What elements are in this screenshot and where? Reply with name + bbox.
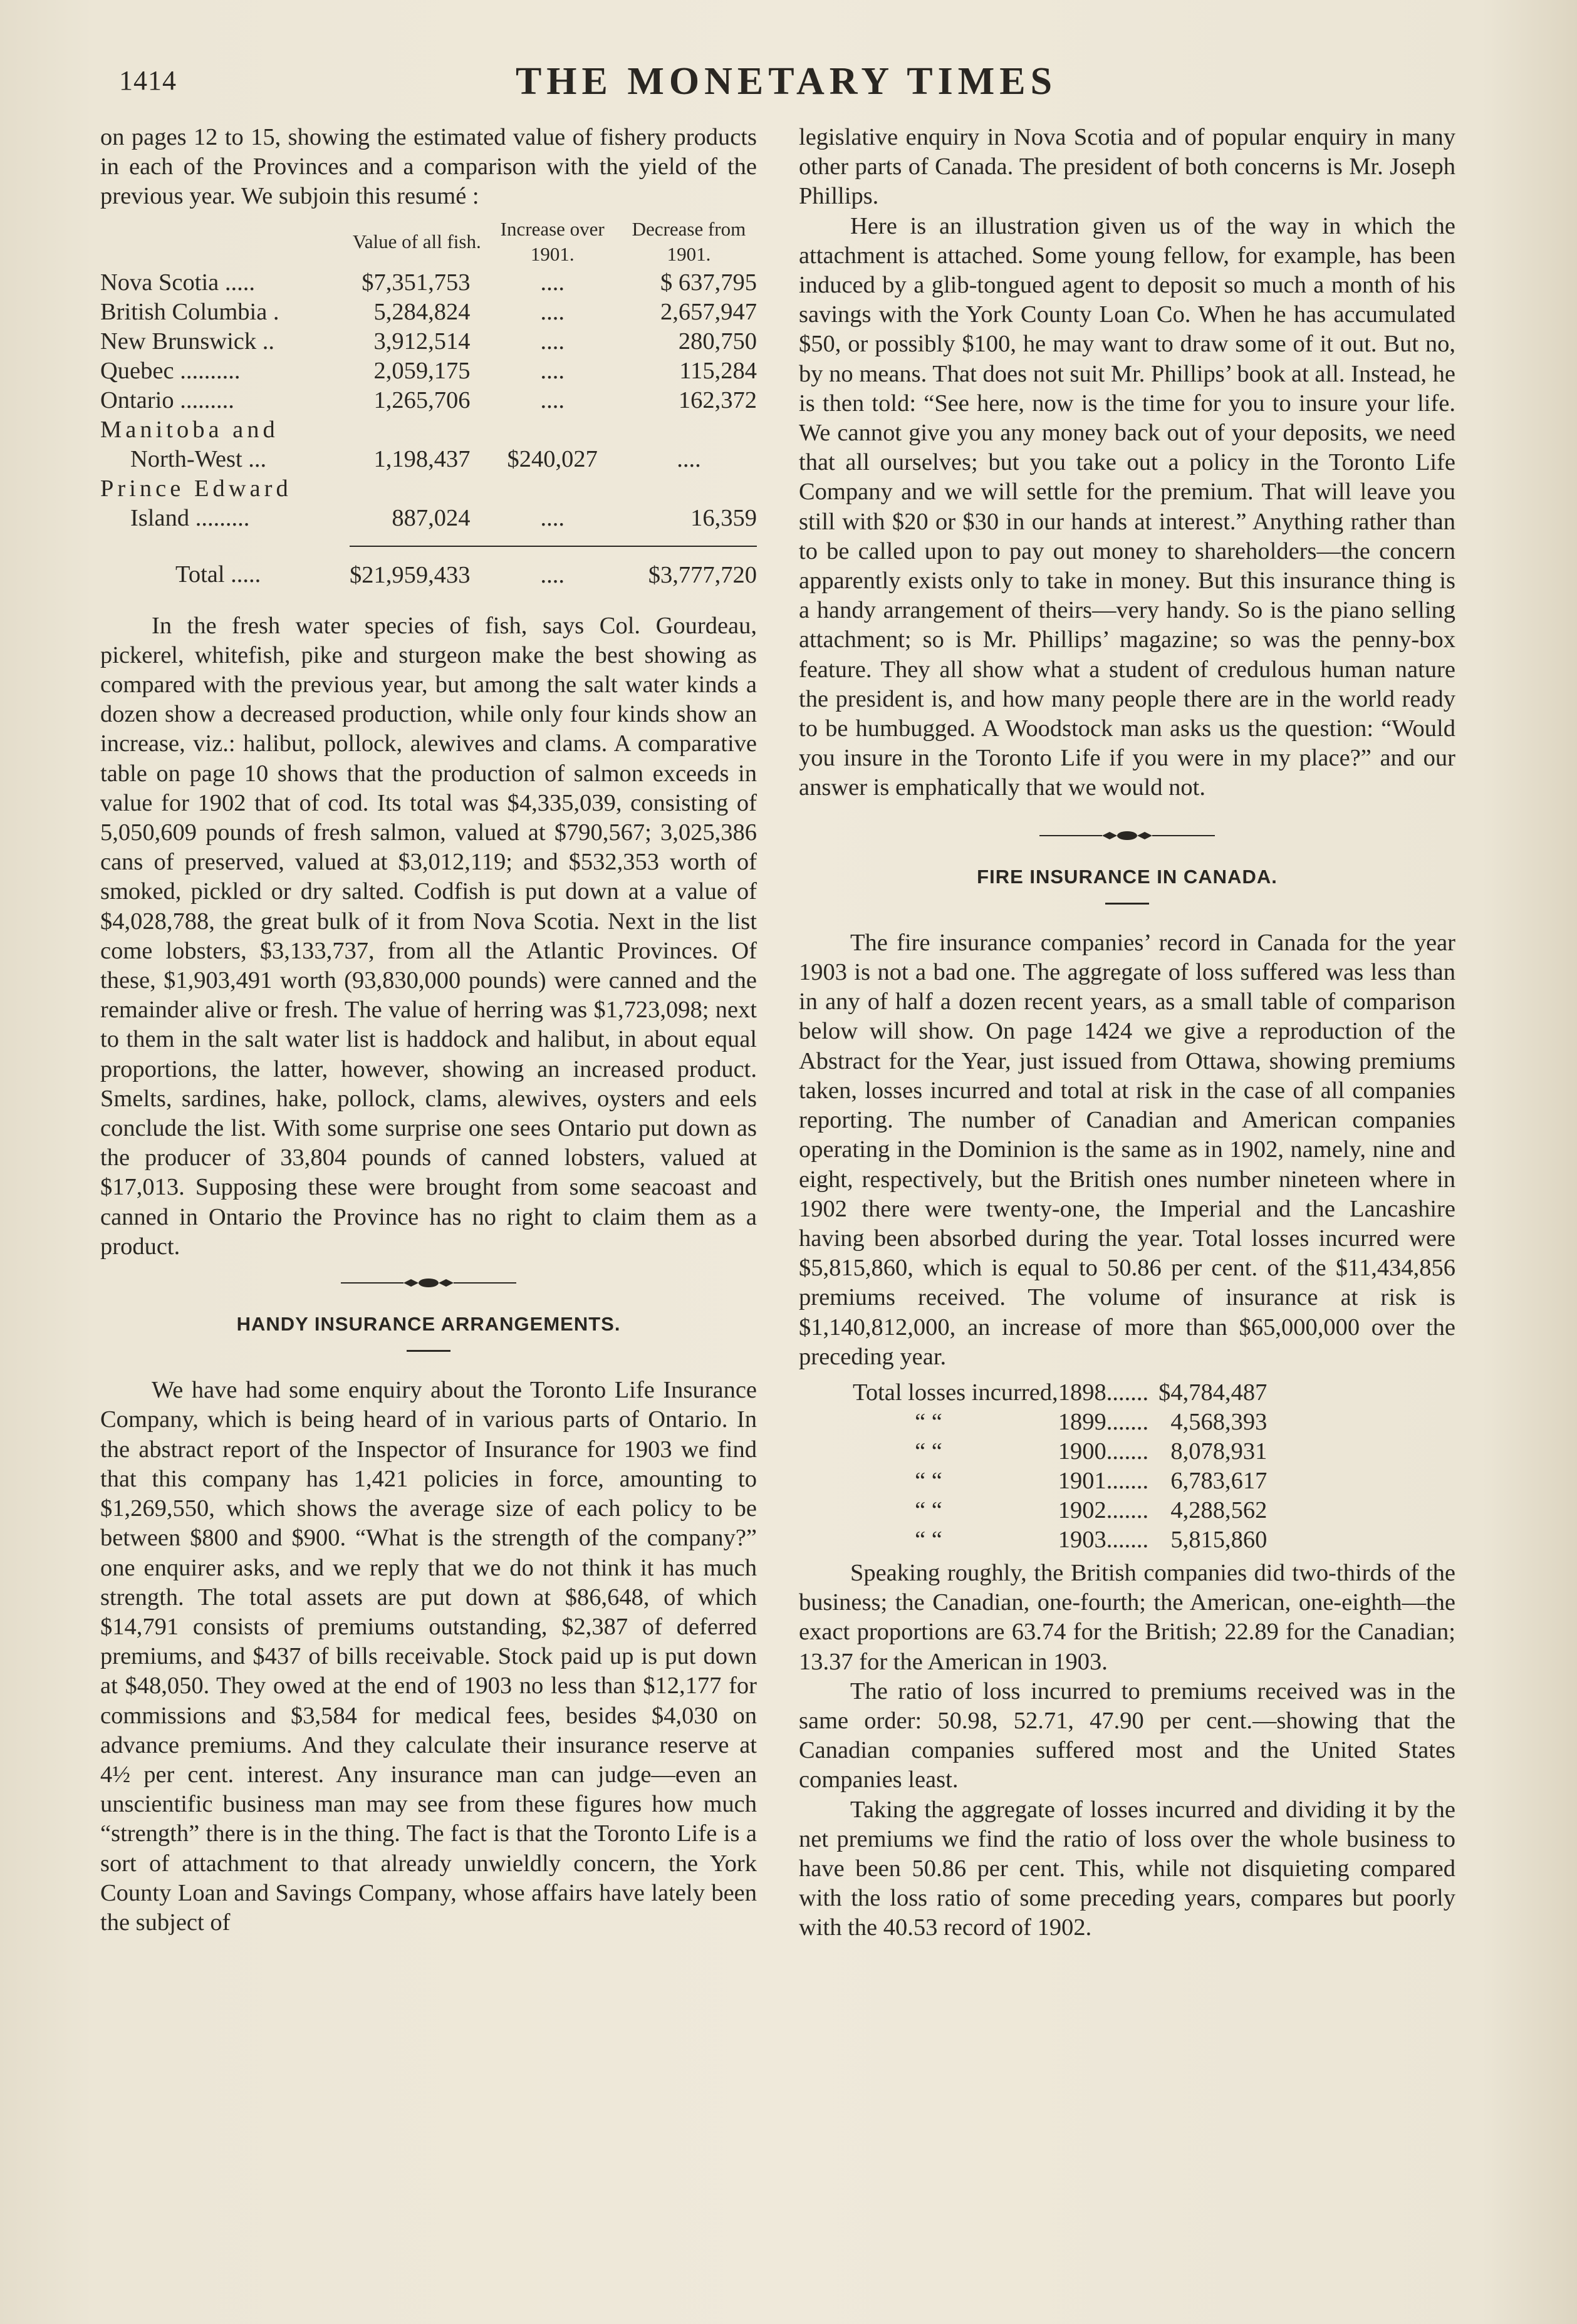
decrease-cell: $ 637,795 xyxy=(660,269,757,296)
section-divider-ornament xyxy=(1039,828,1215,843)
table-row xyxy=(853,1378,1267,1408)
table-row xyxy=(100,504,757,533)
increase-cell: .... xyxy=(540,504,565,531)
year-cell: 1902 xyxy=(1058,1497,1106,1523)
total-increase: .... xyxy=(540,561,565,588)
table-row xyxy=(100,445,757,474)
decrease-cell xyxy=(621,474,757,504)
speaking-roughly-paragraph: Speaking roughly, the British companies did two-thirds of the business; the Canadian, one-fourth; the American, one-eighth—the exact proportions are 63.74 for the British; 22.89 for the Canadian; 13.37 for the American in 1903. xyxy=(799,1559,1455,1675)
table-header-increase: Increase over 1901. xyxy=(500,217,605,265)
journal-title: THE MONETARY TIMES xyxy=(515,60,1058,103)
table-row xyxy=(100,356,757,386)
increase-cell xyxy=(484,474,621,504)
continuation-paragraph: legislative enquiry in Nova Scotia and of popular enquiry in many other parts of Canada. The president of both concerns is Mr. Joseph Phillips. xyxy=(799,124,1455,210)
province-cell: Manitoba and xyxy=(100,416,279,443)
value-cell xyxy=(350,415,484,445)
year-cell: 1903 xyxy=(1058,1526,1106,1553)
ditto-mark: “ “ xyxy=(915,1497,942,1523)
province-cell: British Columbia . xyxy=(100,298,279,325)
total-value: $21,959,433 xyxy=(350,561,471,588)
province-cell: North-West ... xyxy=(130,445,267,472)
province-cell: Nova Scotia ..... xyxy=(100,269,255,296)
right-column xyxy=(799,123,1455,1943)
fresh-water-paragraph: In the fresh water species of fish, says Col. Gourdeau, pickerel, whitefish, pike and sturgeon make the best showing as compared with the previous year, but among the salt water kinds a dozen show a decreased production, while only four kinds show an increase, viz.: halibut, pollock, alewives and clams. A comparative table on page 10 shows that the production of salmon exceeds in value for 1902 that of cod. Its total was $4,335,039, consisting of 5,050,609 pounds of fresh salmon, valued at $790,567; 3,025,386 cans of preserved, valued at $3,012,119; and $532,353 worth of smoked, pickled or dry salted. Codfish is put down at a value of $4,028,788, the great bulk of it from Nova Scotia. Next in the list come lobsters, $3,133,737, from all the Atlantic Provinces. Of these, $1,903,491 worth (93,830,000 pounds) were canned and the remainder alive or fresh. The value of herring was $1,723,098; next to them in the salt water list is haddock and halibut, in about equal proportions, the latter, however, showing an increased product. Smelts, sardines, hake, pollock, clams, alewives, oysters and eels conclude the list. With some surprise one sees Ontario put down as the producer of 33,804 pounds of canned lobsters, valued at $17,013. Supposing these were brought from some seacoast and canned in Ontario the Province has no right to claim them as a product. xyxy=(100,612,757,1260)
table-row xyxy=(853,1437,1267,1466)
dots-cell: ....... xyxy=(1106,1438,1149,1465)
ditto-mark: “ “ xyxy=(915,1438,942,1465)
province-cell: Ontario ......... xyxy=(100,386,234,413)
table-header-decrease: Decrease from 1901. xyxy=(632,217,746,265)
decrease-cell: .... xyxy=(677,445,701,472)
table-row xyxy=(100,386,757,415)
amount-cell: $4,784,487 xyxy=(1158,1379,1267,1406)
ditto-mark: “ “ xyxy=(915,1467,942,1494)
section-divider-ornament xyxy=(341,1275,516,1290)
table-row xyxy=(853,1496,1267,1525)
decrease-cell: 162,372 xyxy=(678,386,757,413)
value-cell: $7,351,753 xyxy=(362,269,471,296)
fire-insurance-paragraph: The fire insurance companies’ record in Canada for the year 1903 is not a bad one. The aggregate of loss suffered was less than in any of half a dozen recent years, as a small table of comparison below will show. On page 1424 we give a reproduction of the Abstract for the Year, just issued from Ottawa, showing premiums taken, losses incurred and total at risk in the case of all companies reporting. The number of Canadian and American companies operating in the Dominion is the same as in 1902, namely, nine and eight, respectively, but the British ones number nineteen where in 1902 there were twenty-one, the Imperial and the Lancashire having been absorbed during the year. Total losses incurred were $5,815,860, which is equal to 50.86 per cent. of the $11,434,856 premiums received. The volume of insurance at risk is $1,140,812,000, an increase of more than $65,000,000 over the preceding year. xyxy=(799,929,1455,1370)
dots-cell: ....... xyxy=(1106,1526,1149,1553)
aggregate-paragraph: Taking the aggregate of losses incurred and dividing it by the net premiums we find the ratio of loss over the whole business to have been 50.86 per cent. This, while not disquieting compared with the loss ratio of some preceding years, compares but poorly with the 40.53 record of 1902. xyxy=(799,1796,1455,1941)
decrease-cell: 2,657,947 xyxy=(660,298,757,325)
total-decrease: $3,777,720 xyxy=(648,561,757,588)
ditto-mark: “ “ xyxy=(915,1526,942,1553)
dots-cell: ....... xyxy=(1106,1467,1149,1494)
year-cell: 1900 xyxy=(1058,1438,1106,1465)
table-header-row xyxy=(100,217,757,268)
decrease-cell xyxy=(621,415,757,445)
decrease-cell: 16,359 xyxy=(690,504,757,531)
value-cell xyxy=(350,474,484,504)
fishery-value-table xyxy=(100,217,757,590)
value-cell: 887,024 xyxy=(392,504,471,531)
page-header xyxy=(119,60,1454,103)
province-cell: Quebec .......... xyxy=(100,357,241,384)
heading-underline xyxy=(1105,903,1149,905)
amount-cell: 4,568,393 xyxy=(1170,1408,1267,1435)
increase-cell xyxy=(484,415,621,445)
table-total-row xyxy=(100,546,757,590)
value-cell: 1,198,437 xyxy=(373,445,471,472)
increase-cell: .... xyxy=(540,386,565,413)
dots-cell: ....... xyxy=(1106,1379,1149,1406)
value-cell: 1,265,706 xyxy=(373,386,471,413)
table-row xyxy=(100,474,757,504)
heading-fire-insurance: FIRE INSURANCE IN CANADA. xyxy=(977,865,1278,888)
year-cell: 1901 xyxy=(1058,1467,1106,1494)
losses-table xyxy=(853,1378,1267,1555)
increase-cell: .... xyxy=(540,269,565,296)
heading-underline xyxy=(407,1350,450,1352)
table-rule-row xyxy=(100,533,757,546)
value-cell: 3,912,514 xyxy=(373,328,471,355)
loss-ratio-paragraph: The ratio of loss incurred to premiums received was in the same order: 50.98, 52.71, 47.90 per cent.—showing that the Canadian companies suffered most and the United States companies least. xyxy=(799,1678,1455,1793)
increase-cell: $240,027 xyxy=(507,445,598,472)
table-row xyxy=(100,298,757,327)
province-cell: New Brunswick .. xyxy=(100,328,275,355)
year-cell: 1898 xyxy=(1058,1379,1106,1406)
illustration-paragraph: Here is an illustration given us of the way in which the attachment is attached. Some young fellow, for example, has been induced by a glib-tongued agent to deposit so much a month of his savings with the York County Loan Co. When he has accumulated $50, or possibly $100, he may want to draw some of it out. But no, by no means. That does not suit Mr. Phillips’ book at all. Instead, he is then told: “See here, now is the time for you to insure your life. We cannot give you any money back out of your deposits, we need that all ourselves; but you take out a policy in the Toronto Life Company and we will settle for the premium. That will leave you still with $20 or $30 in our hands at interest.” Anything rather than to be called upon to pay out money to shareholders—the concern apparently exists only to take in money. But this insurance thing is a handy arrangement of theirs—very handy. So is the piano selling attachment; so is Mr. Phillips’ magazine; so was the penny-box feature. They all show what a student of credulous human nature the president is, and how many people there are in the world ready to be humbugged. A Woodstock man asks us the question: “Would you insure in the Toronto Life if you were in my place?” and our answer is emphatically that we would not. xyxy=(799,212,1455,801)
decrease-cell: 280,750 xyxy=(678,328,757,355)
page-number: 1414 xyxy=(119,65,177,96)
table-row xyxy=(853,1408,1267,1437)
table-row xyxy=(100,327,757,356)
table-row xyxy=(100,268,757,298)
increase-cell: .... xyxy=(540,328,565,355)
table-header-value: Value of all fish. xyxy=(352,230,481,252)
dots-cell: ....... xyxy=(1106,1408,1149,1435)
fishery-intro-paragraph: on pages 12 to 15, showing the estimated value of fishery products in each of the Provinces and a comparison with the yield of the previous year. We subjoin this resumé : xyxy=(100,124,757,210)
amount-cell: 4,288,562 xyxy=(1170,1497,1267,1523)
table-row xyxy=(853,1466,1267,1496)
year-cell: 1899 xyxy=(1058,1408,1106,1435)
table-header-province xyxy=(100,217,350,268)
ditto-mark: “ “ xyxy=(915,1408,942,1435)
province-cell: Island ......... xyxy=(130,504,250,531)
total-label: Total ..... xyxy=(175,561,261,588)
left-column xyxy=(100,123,757,1938)
amount-cell: 6,783,617 xyxy=(1170,1467,1267,1494)
losses-label: Total losses incurred, xyxy=(853,1379,1058,1406)
table-row xyxy=(853,1525,1267,1555)
province-cell: Prince Edward xyxy=(100,475,292,502)
increase-cell: .... xyxy=(540,357,565,384)
table-row xyxy=(100,415,757,445)
value-cell: 5,284,824 xyxy=(373,298,471,325)
value-cell: 2,059,175 xyxy=(373,357,471,384)
amount-cell: 5,815,860 xyxy=(1170,1526,1267,1553)
handy-insurance-paragraph: We have had some enquiry about the Toronto Life Insurance Company, which is being heard of in various parts of Ontario. In the abstract report of the Inspector of Insurance for 1903 we find that this company has 1,421 policies in force, amounting to $1,269,550, which shows the average size of each policy to be between $800 and $900. “What is the strength of the company?” one enquirer asks, and we reply that we do not think it has much strength. The total assets are put down at $86,648, of which $14,791 consists of premiums outstanding, $2,387 of deferred premiums, and $437 of bills receivable. Stock paid up is put down at $48,050. They owed at the end of 1903 no less than $12,177 for commissions and $3,584 for medical fees, besides $4,030 on advance premiums. And they calculate their insurance reserve at 4½ per cent. interest. Any insurance man can judge—even an unscientific business man may see from these figures how much “strength” there is in the thing. The fact is that the Toronto Life is a sort of attachment to that already unwieldly concern, the York County Loan and Savings Company, whose affairs have lately been the subject of xyxy=(100,1377,757,1936)
heading-handy-insurance: HANDY INSURANCE ARRANGEMENTS. xyxy=(236,1313,621,1336)
dots-cell: ....... xyxy=(1106,1497,1149,1523)
decrease-cell: 115,284 xyxy=(679,357,757,384)
amount-cell: 8,078,931 xyxy=(1170,1438,1267,1465)
increase-cell: .... xyxy=(540,298,565,325)
